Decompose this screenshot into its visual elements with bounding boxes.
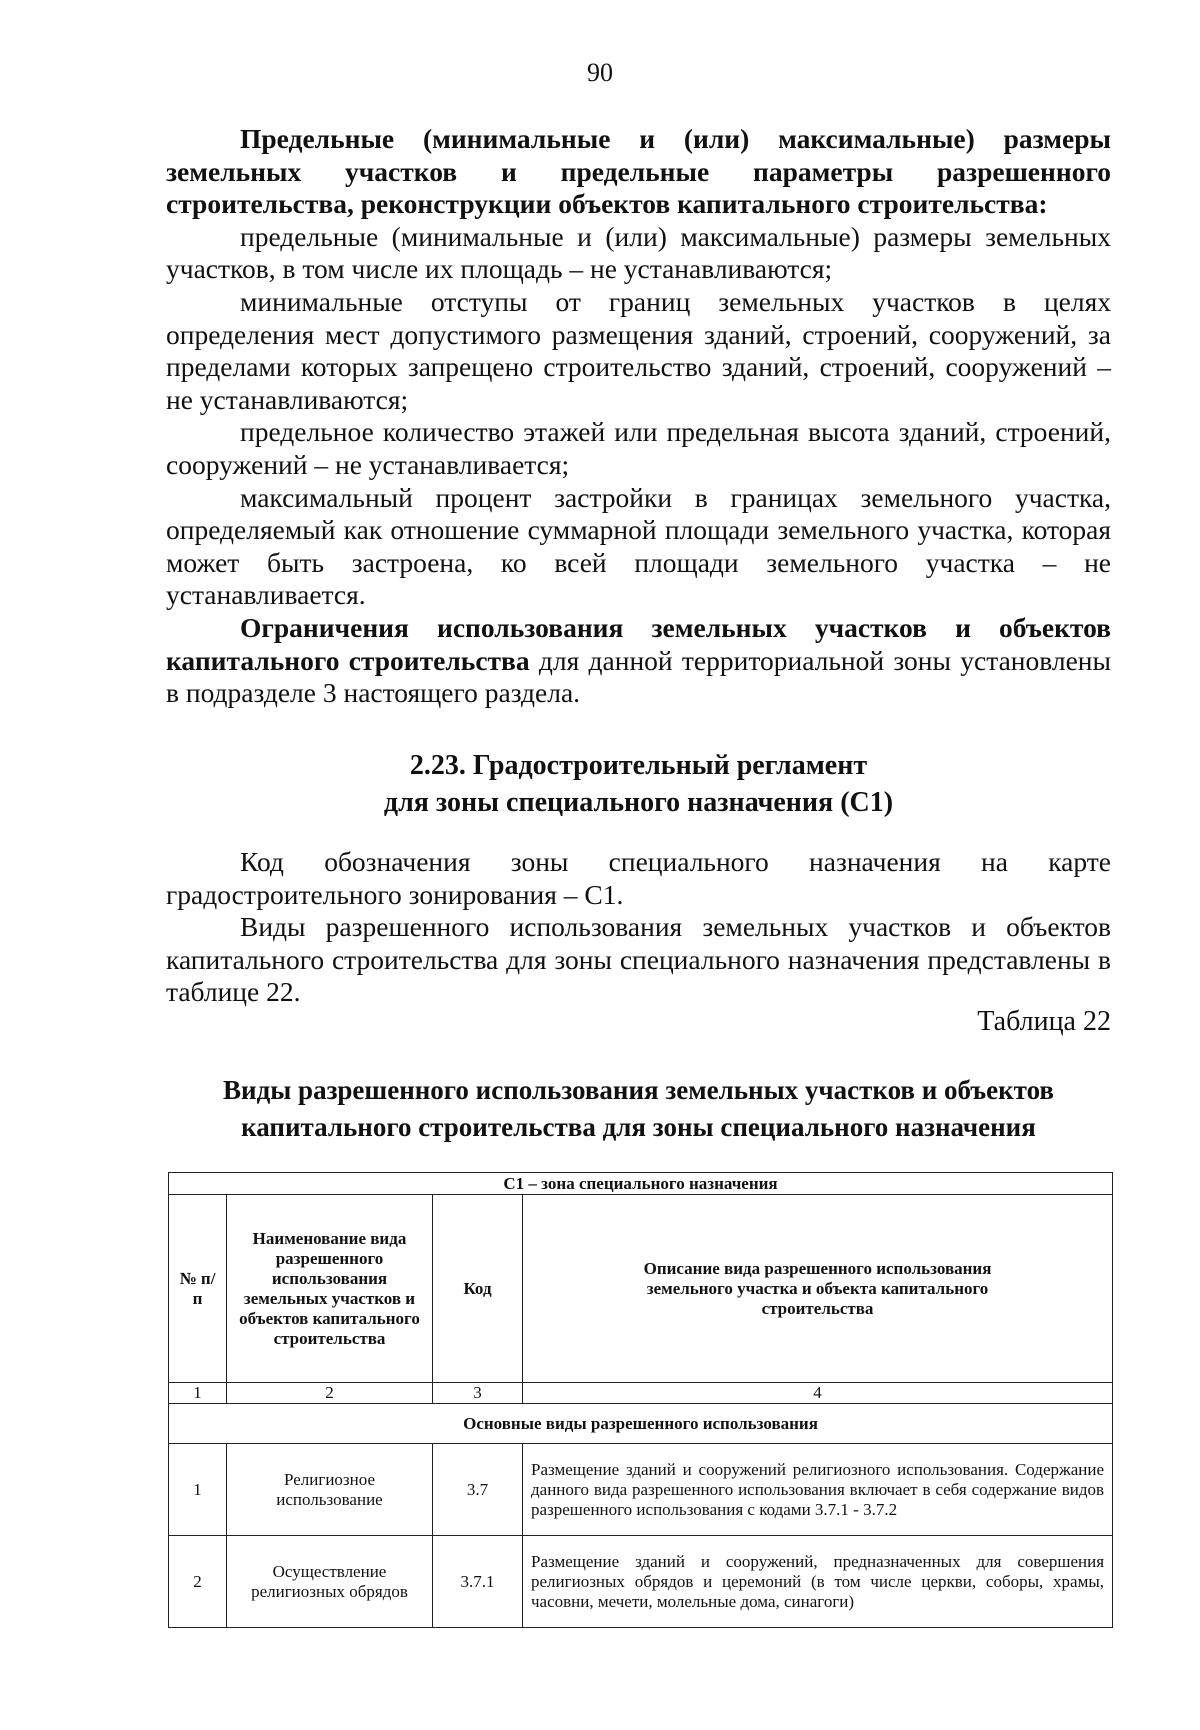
header-name: Наименование вида разрешенного использования земельных участков и объектов капитального строительства: [227, 1195, 433, 1383]
header-num: № п/п: [169, 1195, 227, 1383]
section-row: [169, 1404, 1113, 1444]
column-number-1: 1: [169, 1383, 227, 1404]
table-row: [169, 1536, 1113, 1628]
permitted-use-table: [168, 1172, 1113, 1628]
header-description: Описание вида разрешенного использования земельного участка и объекта капитального строительства: [523, 1195, 1113, 1383]
table-zone-row: [169, 1173, 1113, 1195]
table-title: [166, 1072, 1111, 1146]
section-heading-line1: 2.23. Градостроительный регламент: [409, 750, 868, 781]
paragraph-plot-sizes: предельные (минимальные и (или) максимальные) размеры земельных участков, в том числе их площадь – не устанавливаются;: [166, 220, 1111, 285]
restrictions-bold: Ограничения использования земельных участков и объектов капитального строительства: [166, 611, 1111, 676]
row-num: 1: [169, 1444, 227, 1536]
column-number-4: 4: [523, 1383, 1113, 1404]
paragraph-setbacks: минимальные отступы от границ земельных участков в целях определения мест допустимого размещения зданий, строений, сооружений, за пределами которых запрещено строительство зданий, строений, сооружений – не устанавливаются;: [166, 285, 1111, 415]
header-code: Код: [433, 1195, 523, 1383]
section-label-cell: Основные виды разрешенного использования: [169, 1404, 1113, 1444]
table-number: Таблица 22: [977, 1006, 1111, 1037]
row-code: 3.7: [433, 1444, 523, 1536]
parameters-heading: Предельные (минимальные и (или) максимальные) размеры земельных участков и предельные параметры разрешенного строительства, реконструкции объектов капитального строительства:: [166, 123, 1111, 220]
row-description: Размещение зданий и сооружений религиозного использования. Содержание данного вида разрешенного использования включает в себя содержание видов разрешенного использования с кодами 3.7.1 - 3.7.2: [523, 1444, 1113, 1536]
land-parameters-block: [166, 123, 1111, 710]
table-row: [169, 1444, 1113, 1536]
column-number-2: 2: [227, 1383, 433, 1404]
row-name: Религиозное использование: [227, 1444, 433, 1536]
paragraph-floors: предельное количество этажей или предельная высота зданий, строений, сооружений – не устанавливается;: [166, 416, 1111, 480]
zone-header-cell: С1 – зона специального назначения: [169, 1173, 1113, 1195]
table-title-line2: капитального строительства для зоны специального назначения: [241, 1112, 1036, 1142]
section-heading-line2: для зоны специального назначения (С1): [383, 787, 894, 818]
row-num: 2: [169, 1536, 227, 1628]
row-code: 3.7.1: [433, 1536, 523, 1628]
zone-description-block: [166, 846, 1111, 1009]
column-number-3: 3: [433, 1383, 523, 1404]
restrictions-rest: для данной территориальной зоны установлены в подразделе 3 настоящего раздела.: [166, 644, 1111, 709]
paragraph-table-reference: Виды разрешенного использования земельных участков и объектов капитального строительства для зоны специального назначения представлены в таблице 22.: [166, 911, 1111, 1008]
paragraph-zone-code: Код обозначения зоны специального назначения на карте градостроительного зонирования – С1.: [166, 846, 1111, 910]
column-number-row: [169, 1383, 1113, 1404]
row-description: Размещение зданий и сооружений, предназначенных для совершения религиозных обрядов и церемоний (в том числе церкви, соборы, храмы, часовни, мечети, молельные дома, синагоги): [523, 1536, 1113, 1628]
paragraph-build-percent: максимальный процент застройки в границах земельного участка, определяемый как отношение суммарной площади земельного участка, которая может быть застроена, ко всей площади земельного участка – не устанавливается.: [166, 481, 1111, 611]
row-name: Осуществление религиозных обрядов: [227, 1536, 433, 1628]
table-header-row: [169, 1195, 1113, 1383]
table-title-line1: Виды разрешенного использования земельных участков и объектов: [223, 1075, 1054, 1105]
paragraph-restrictions: [166, 612, 1111, 710]
page-number: 90: [587, 58, 613, 87]
section-heading: [166, 747, 1111, 821]
